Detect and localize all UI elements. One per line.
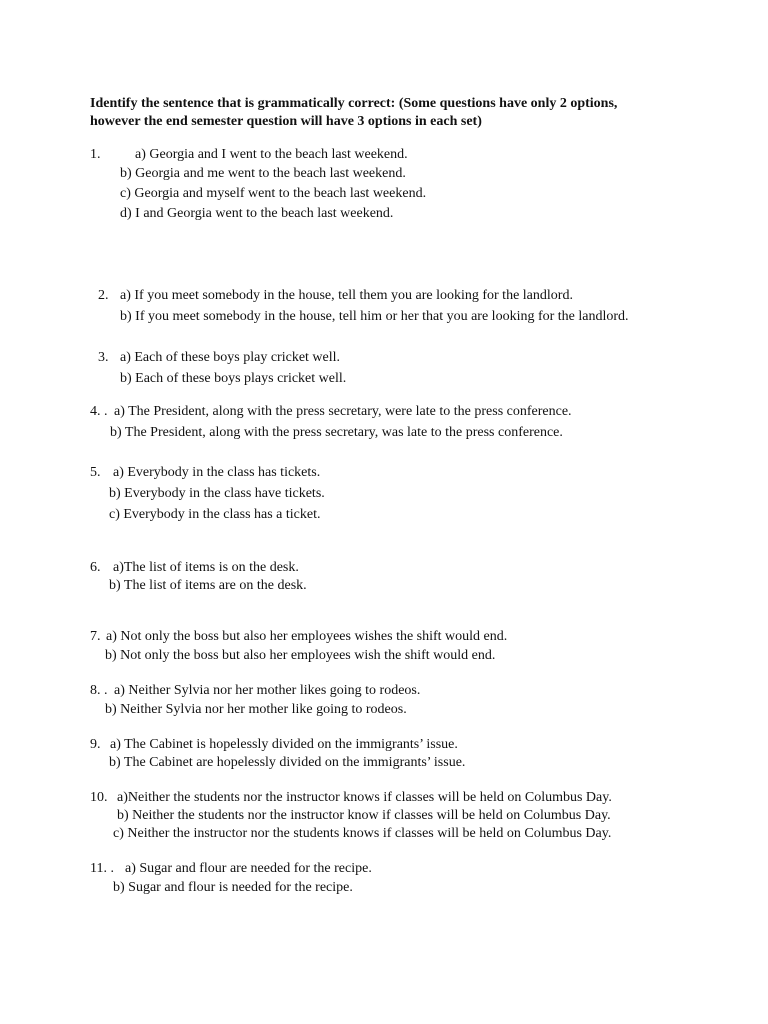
option-text: b) Each of these boys plays cricket well. bbox=[120, 371, 347, 386]
option-text: b) Georgia and me went to the beach last weekend. bbox=[120, 166, 406, 181]
option-text: a)The list of items is on the desk. bbox=[113, 560, 299, 575]
question-number: 1. bbox=[90, 147, 101, 162]
option-text: a) Everybody in the class has tickets. bbox=[113, 465, 321, 480]
option-text: b) The President, along with the press secretary, was late to the press conference. bbox=[110, 425, 563, 440]
option-text: b) The list of items are on the desk. bbox=[109, 578, 307, 593]
option-text: a) The Cabinet is hopelessly divided on the immigrants’ issue. bbox=[110, 737, 458, 752]
option-text: a) Neither Sylvia nor her mother likes going to rodeos. bbox=[114, 683, 421, 698]
instructions-line-1: Identify the sentence that is grammatically correct: (Some questions have only 2 options, bbox=[90, 96, 618, 111]
option-text: b) If you meet somebody in the house, tell him or her that you are looking for the landlord. bbox=[120, 309, 629, 324]
question-number: 3. bbox=[98, 350, 109, 365]
option-text: a) Georgia and I went to the beach last weekend. bbox=[135, 147, 408, 162]
option-text: b) The Cabinet are hopelessly divided on the immigrants’ issue. bbox=[109, 755, 466, 770]
question-number: 7. bbox=[90, 629, 101, 644]
option-text: c) Georgia and myself went to the beach last weekend. bbox=[120, 186, 427, 201]
question-number: 6. bbox=[90, 560, 101, 575]
option-text: b) Everybody in the class have tickets. bbox=[109, 486, 325, 501]
question-number: 2. bbox=[98, 288, 109, 303]
instructions bbox=[90, 95, 680, 131]
option-text: a) Not only the boss but also her employees wishes the shift would end. bbox=[106, 629, 508, 644]
question-number: 4. . bbox=[90, 404, 108, 419]
option-text: c) Neither the instructor nor the students knows if classes will be held on Columbus Day. bbox=[113, 826, 612, 841]
option-text: b) Neither Sylvia nor her mother like going to rodeos. bbox=[105, 702, 407, 717]
question-number: 8. . bbox=[90, 683, 108, 698]
option-text: c) Everybody in the class has a ticket. bbox=[109, 507, 321, 522]
option-text: a) Each of these boys play cricket well. bbox=[120, 350, 341, 365]
instructions-line-2: however the end semester question will have 3 options in each set) bbox=[90, 114, 482, 129]
option-text: b) Not only the boss but also her employees wish the shift would end. bbox=[105, 648, 496, 663]
option-text: b) Sugar and flour is needed for the recipe. bbox=[113, 880, 353, 895]
option-text: a) The President, along with the press secretary, were late to the press conference. bbox=[114, 404, 572, 419]
question-number: 5. bbox=[90, 465, 101, 480]
question-number: 11. . bbox=[90, 861, 114, 876]
option-text: a)Neither the students nor the instructor knows if classes will be held on Columbus Day. bbox=[117, 790, 612, 805]
question-number: 10. bbox=[90, 790, 108, 805]
option-text: b) Neither the students nor the instructor know if classes will be held on Columbus Day. bbox=[117, 808, 611, 823]
option-text: a) If you meet somebody in the house, tell them you are looking for the landlord. bbox=[120, 288, 573, 303]
question-number: 9. bbox=[90, 737, 101, 752]
option-text: a) Sugar and flour are needed for the recipe. bbox=[125, 861, 372, 876]
option-text: d) I and Georgia went to the beach last weekend. bbox=[120, 206, 394, 221]
